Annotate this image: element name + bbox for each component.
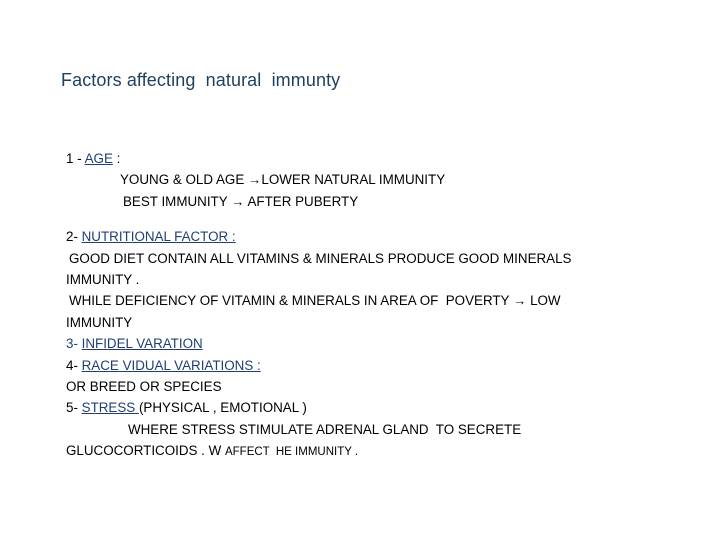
slide-title: Factors affecting natural immunty <box>61 70 341 90</box>
nutrition-line-4: IMMUNITY <box>66 314 133 330</box>
stress-line-2 <box>66 440 676 461</box>
stress-heading <box>66 397 676 418</box>
nutrition-heading <box>66 226 676 247</box>
stress-line-2-main: GLUCOCORTICOIDS . W <box>66 443 225 459</box>
age-line-1: YOUNG & OLD AGE →LOWER NATURAL IMMUNITY <box>120 172 446 188</box>
age-label: AGE <box>84 151 113 166</box>
nutrition-number: 2- <box>66 229 82 245</box>
race-label: RACE VIDUAL VARIATIONS : <box>81 357 261 373</box>
age-heading <box>66 148 676 169</box>
nutrition-label: NUTRITIONAL FACTOR : <box>81 229 236 245</box>
factors-list <box>66 148 676 461</box>
race-heading <box>66 355 676 376</box>
stress-line-2-small: AFFECT HE IMMUNITY . <box>224 446 359 459</box>
infidel-number: 3- <box>66 336 82 352</box>
age-number: 1 - <box>66 151 85 166</box>
stress-detail: (PHYSICAL , EMOTIONAL ) <box>138 400 307 416</box>
stress-line-1: WHERE STRESS STIMULATE ADRENAL GLAND TO SECRETE <box>128 421 522 437</box>
stress-number: 5- <box>66 400 82 416</box>
nutrition-line-2: IMMUNITY . <box>66 271 140 287</box>
race-line-1: OR BREED OR SPECIES <box>66 378 222 394</box>
infidel-label: INFIDEL VARATION <box>81 336 203 352</box>
infidel-heading <box>66 333 676 354</box>
nutrition-line-1: GOOD DIET CONTAIN ALL VITAMINS & MINERALS PRODUCE GOOD MINERALS <box>69 250 572 266</box>
age-line-2: BEST IMMUNITY → AFTER PUBERTY <box>123 193 359 209</box>
nutrition-line-3: WHILE DEFICIENCY OF VITAMIN & MINERALS IN AREA OF POVERTY → LOW <box>69 293 561 309</box>
age-colon: : <box>112 151 121 166</box>
race-number: 4- <box>66 357 82 373</box>
stress-label: STRESS <box>81 400 139 416</box>
